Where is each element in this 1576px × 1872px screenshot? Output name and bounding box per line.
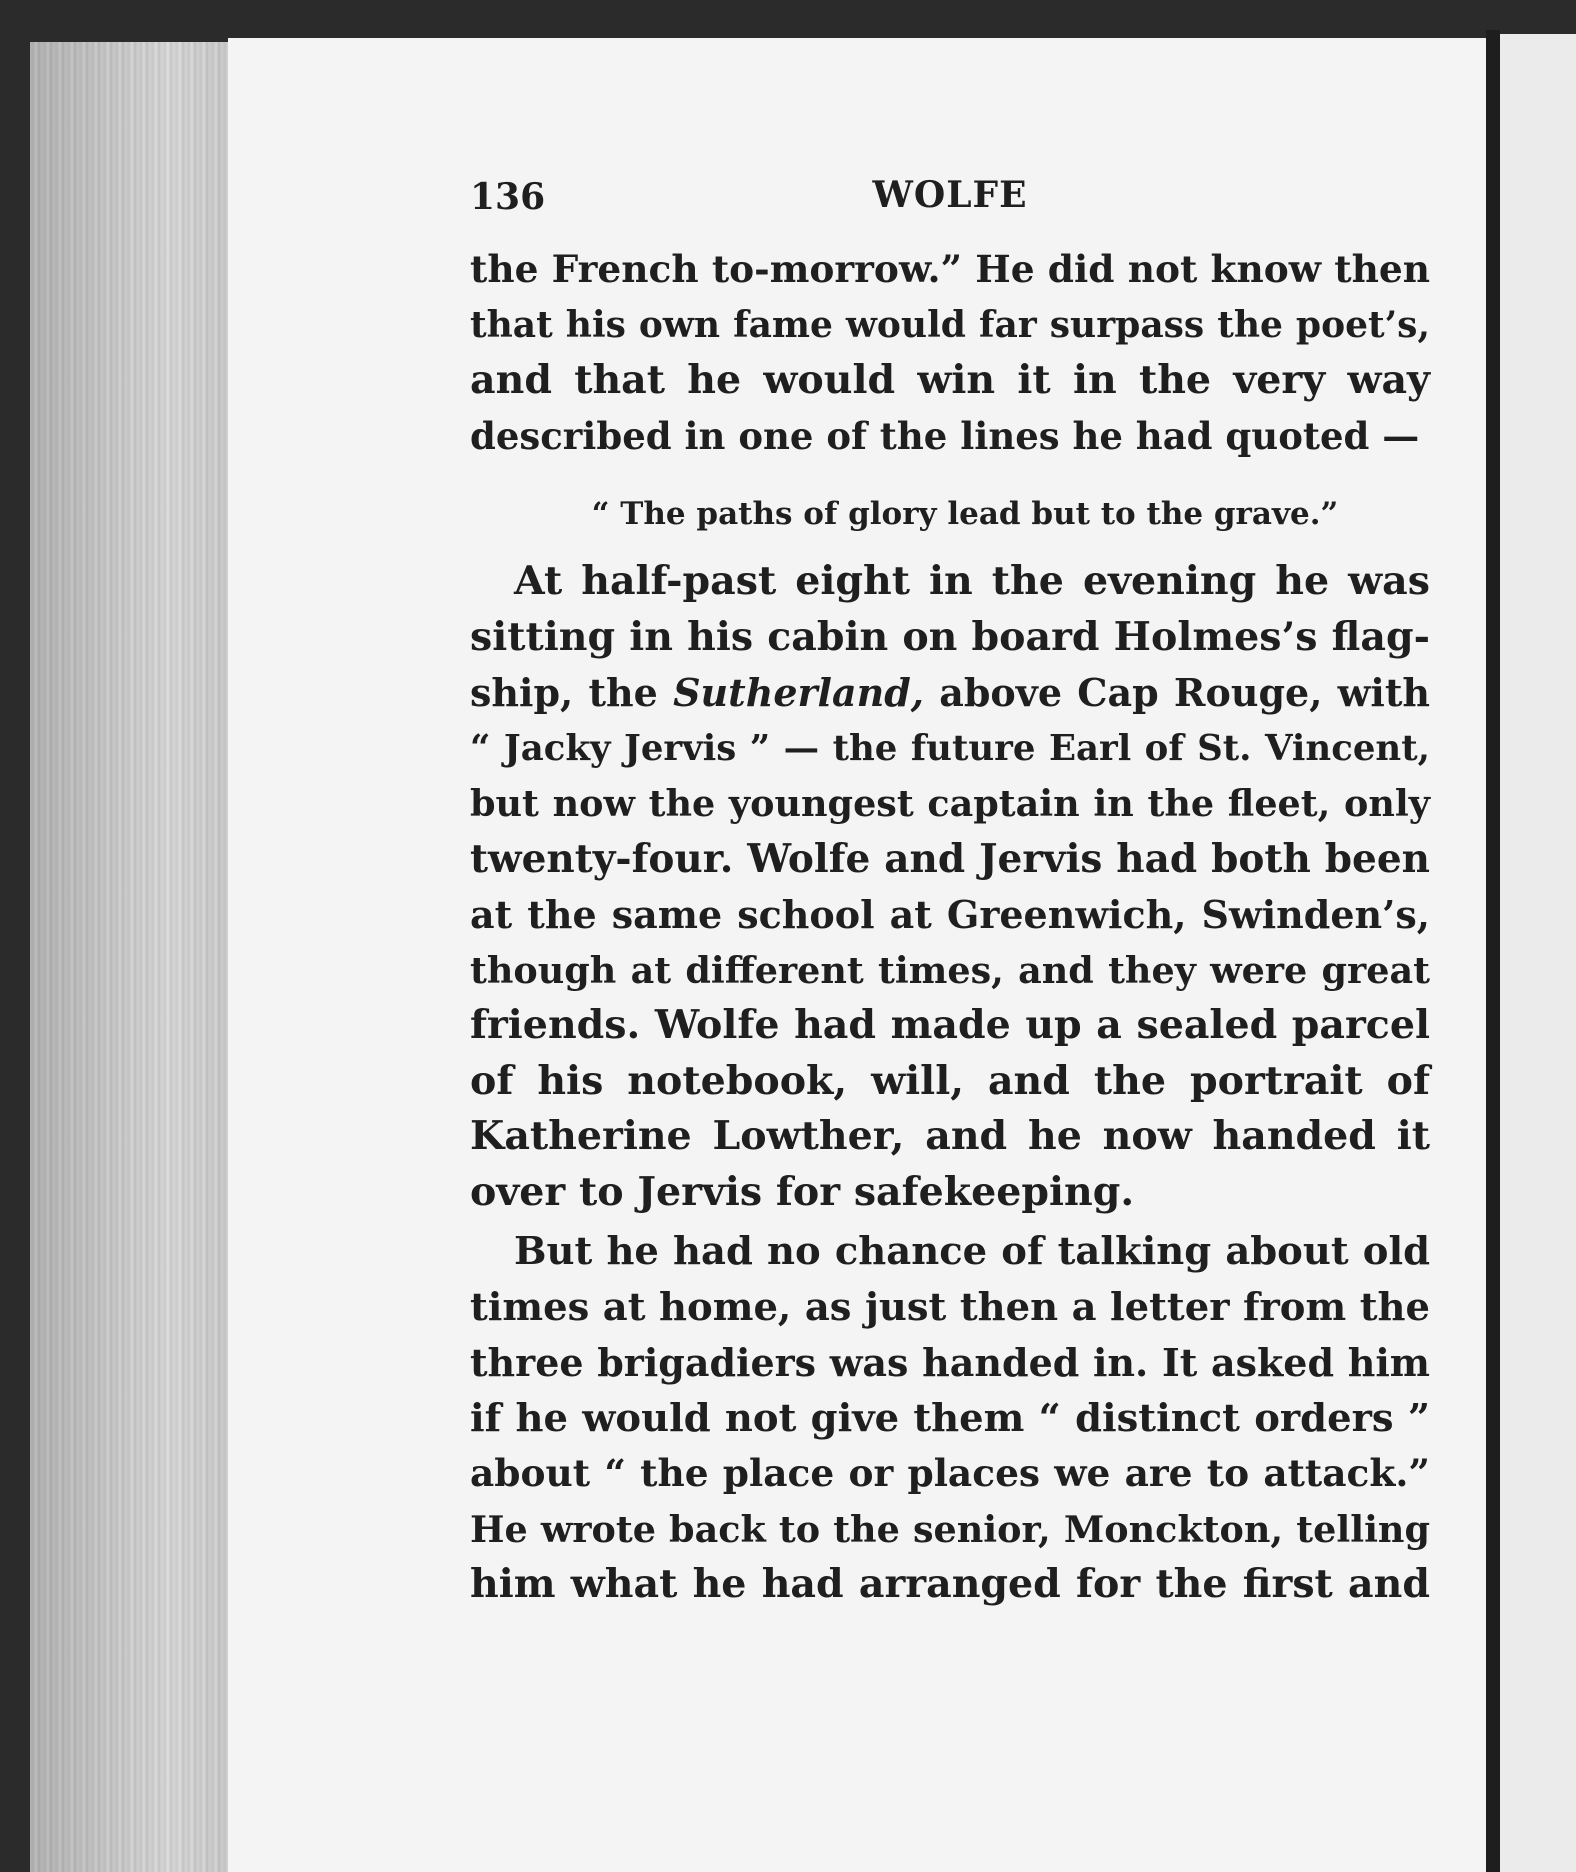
text-line: described in one of the lines he had quoted —: [470, 413, 1420, 458]
text-line: twenty-four. Wolfe and Jervis had both been: [470, 835, 1430, 882]
text-line: times at home, as just then a letter from the: [470, 1284, 1430, 1330]
text-line: the French to-morrow.” He did not know then: [470, 247, 1430, 291]
text-line: But he had no chance of talking about old: [514, 1229, 1430, 1274]
running-head: [470, 168, 1430, 228]
text-line: He wrote back to the senior, Monckton, telling: [470, 1507, 1430, 1551]
text-block: [470, 168, 1430, 1613]
text-line: about “ the place or places we are to attack.”: [470, 1451, 1430, 1495]
paragraph-1: [470, 242, 1430, 464]
text-line-with-italic: [470, 665, 1430, 721]
ship-name-italic: Sutherland,: [673, 670, 925, 715]
text-line: three brigadiers was handed in. It asked him: [470, 1340, 1430, 1385]
block-quote: “ The paths of glory lead but to the grave.”: [591, 496, 1339, 532]
paragraph-3: [470, 1224, 1430, 1613]
text-line: of his notebook, will, and the portrait of: [470, 1057, 1430, 1104]
paragraph-2: [470, 554, 1430, 1220]
text-line: “ Jacky Jervis ” — the future Earl of St. Vincent,: [470, 727, 1430, 769]
text-line: at the same school at Greenwich, Swinden’s,: [470, 892, 1430, 937]
text-fragment: ship, the: [470, 670, 674, 715]
text-line: Katherine Lowther, and he now handed it: [470, 1113, 1430, 1159]
text-line: sitting in his cabin on board Holmes’s flag-: [470, 613, 1430, 660]
binding-gutter: [1486, 30, 1500, 1872]
text-line: over to Jervis for safekeeping.: [470, 1168, 1135, 1215]
page-number: 136: [470, 176, 546, 218]
text-line: and that he would win it in the very way: [470, 357, 1430, 403]
facing-page-edge: [1500, 34, 1576, 1872]
text-line: friends. Wolfe had made up a sealed parcel: [470, 1002, 1430, 1048]
text-line: that his own fame would far surpass the poet’s,: [470, 303, 1430, 346]
text-line: though at different times, and they were great: [470, 948, 1430, 992]
text-fragment: above Cap Rouge, with: [924, 670, 1431, 715]
text-line: him what he had arranged for the first and: [470, 1561, 1430, 1607]
text-line: if he would not give them “ distinct orders ”: [470, 1395, 1430, 1441]
text-line: but now the youngest captain in the fleet, only: [470, 782, 1430, 825]
running-head-title: WOLFE: [872, 174, 1028, 216]
text-line: At half-past eight in the evening he was: [514, 558, 1430, 604]
